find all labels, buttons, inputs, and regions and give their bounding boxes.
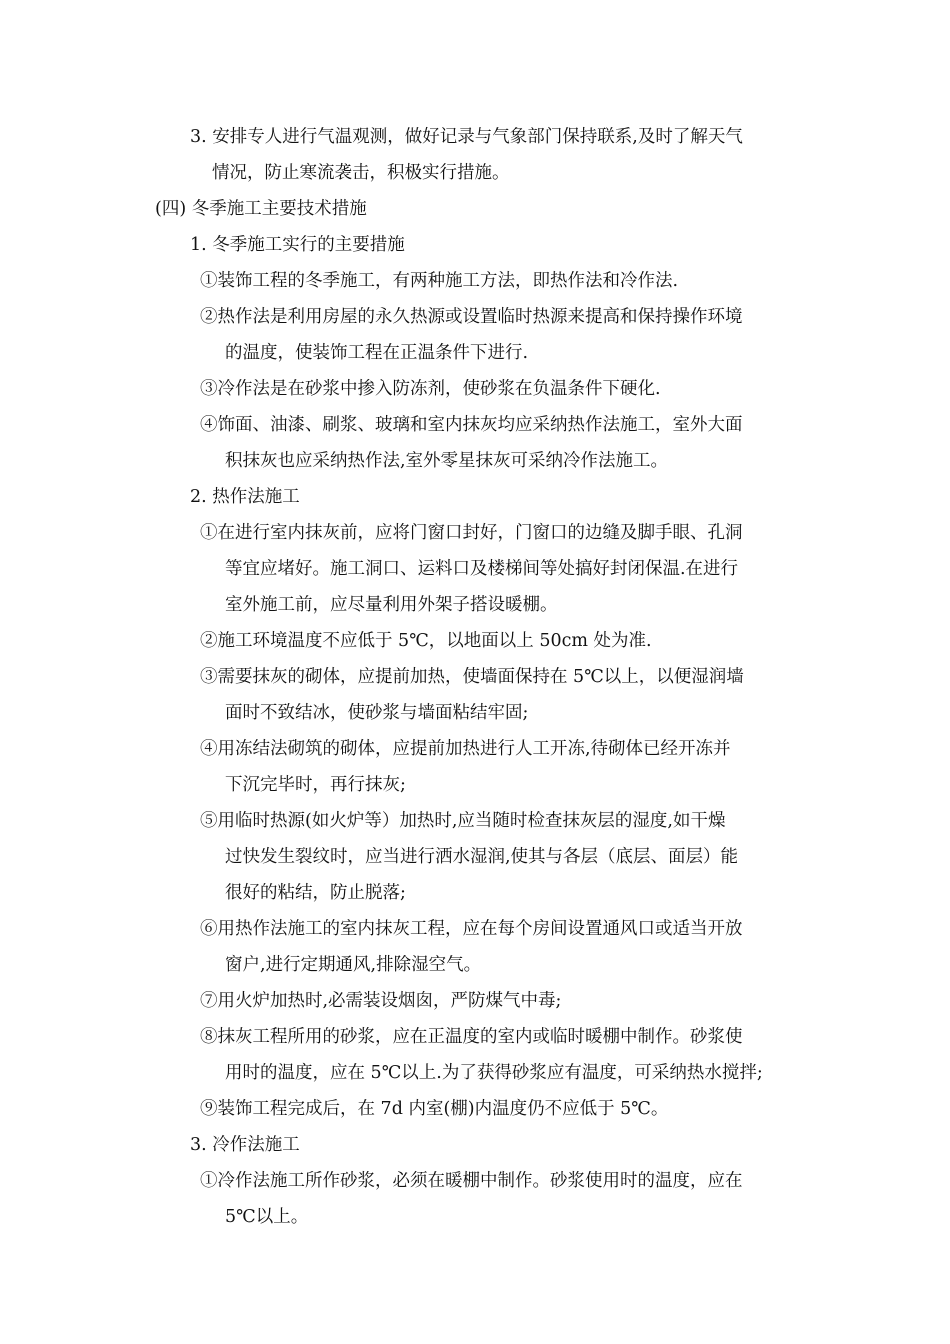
list-item-line: 5℃以上。 xyxy=(225,1207,309,1227)
list-item-line: 积抹灰也应采纳热作法,室外零星抹灰可采纳冷作法施工。 xyxy=(225,451,669,471)
paragraph-item-3 xyxy=(0,120,950,190)
section-heading xyxy=(0,192,950,226)
list-item-line: 窗户,进行定期通风,排除湿空气。 xyxy=(225,955,482,975)
subsection-1 xyxy=(0,228,950,478)
list-item-line: ①冷作法施工所作砂浆，必须在暖棚中制作。砂浆使用时的温度，应在 xyxy=(200,1171,743,1191)
list-item-line: ⑥用热作法施工的室内抹灰工程，应在每个房间设置通风口或适当开放 xyxy=(200,919,743,939)
subsection-title: 2. 热作法施工 xyxy=(190,487,300,507)
list-item-line: ③需要抹灰的砌体，应提前加热，使墙面保持在 5℃以上，以便湿润墙 xyxy=(200,667,744,687)
list-item-line: 室外施工前，应尽量利用外架子搭设暖棚。 xyxy=(225,595,558,615)
list-item-line: 过快发生裂纹时，应当进行洒水湿润,使其与各层（底层、面层）能 xyxy=(225,847,739,867)
list-item-line: ①装饰工程的冬季施工，有两种施工方法，即热作法和冷作法. xyxy=(200,271,679,291)
list-item-line: ⑤用临时热源(如火炉等）加热时,应当随时检查抹灰层的湿度,如干燥 xyxy=(200,811,726,831)
text-line: 情况，防止寒流袭击，积极实行措施。 xyxy=(212,163,510,183)
subsection-title: 3. 冷作法施工 xyxy=(190,1135,300,1155)
list-item-line: ⑧抹灰工程所用的砂浆，应在正温度的室内或临时暖棚中制作。砂浆使 xyxy=(200,1027,743,1047)
heading-text: (四) 冬季施工主要技术措施 xyxy=(155,199,367,219)
list-item-line: ②施工环境温度不应低于 5℃，以地面以上 50cm 处为准. xyxy=(200,631,652,651)
list-item-line: 用时的温度，应在 5℃以上.为了获得砂浆应有温度，可采纳热水搅拌; xyxy=(225,1063,763,1083)
list-item-line: 的温度，使装饰工程在正温条件下进行. xyxy=(225,343,529,363)
list-item-line: ⑦用火炉加热时,必需装设烟囱，严防煤气中毒; xyxy=(200,991,562,1011)
subsection-3 xyxy=(0,1128,950,1234)
text-line: 3. 安排专人进行气温观测，做好记录与气象部门保持联系,及时了解天气 xyxy=(190,127,743,147)
list-item-line: 面时不致结冰，使砂浆与墙面粘结牢固; xyxy=(225,703,529,723)
list-item-line: 下沉完毕时，再行抹灰; xyxy=(225,775,406,795)
list-item-line: ④用冻结法砌筑的砌体，应提前加热进行人工开冻,待砌体已经开冻并 xyxy=(200,739,731,759)
list-item-line: 等宜应堵好。施工洞口、运料口及楼梯间等处搞好封闭保温.在进行 xyxy=(225,559,739,579)
subsection-2 xyxy=(0,480,950,1126)
list-item-line: 很好的粘结，防止脱落; xyxy=(225,883,406,903)
list-item-line: ④饰面、油漆、刷浆、玻璃和室内抹灰均应采纳热作法施工，室外大面 xyxy=(200,415,743,435)
list-item-line: ⑨装饰工程完成后，在 7d 内室(棚)内温度仍不应低于 5℃。 xyxy=(200,1099,669,1119)
list-item-line: ①在进行室内抹灰前，应将门窗口封好，门窗口的边缝及脚手眼、孔洞 xyxy=(200,523,743,543)
subsection-title: 1. 冬季施工实行的主要措施 xyxy=(190,235,405,255)
list-item-line: ②热作法是利用房屋的永久热源或设置临时热源来提高和保持操作环境 xyxy=(200,307,743,327)
list-item-line: ③冷作法是在砂浆中掺入防冻剂，使砂浆在负温条件下硬化. xyxy=(200,379,661,399)
